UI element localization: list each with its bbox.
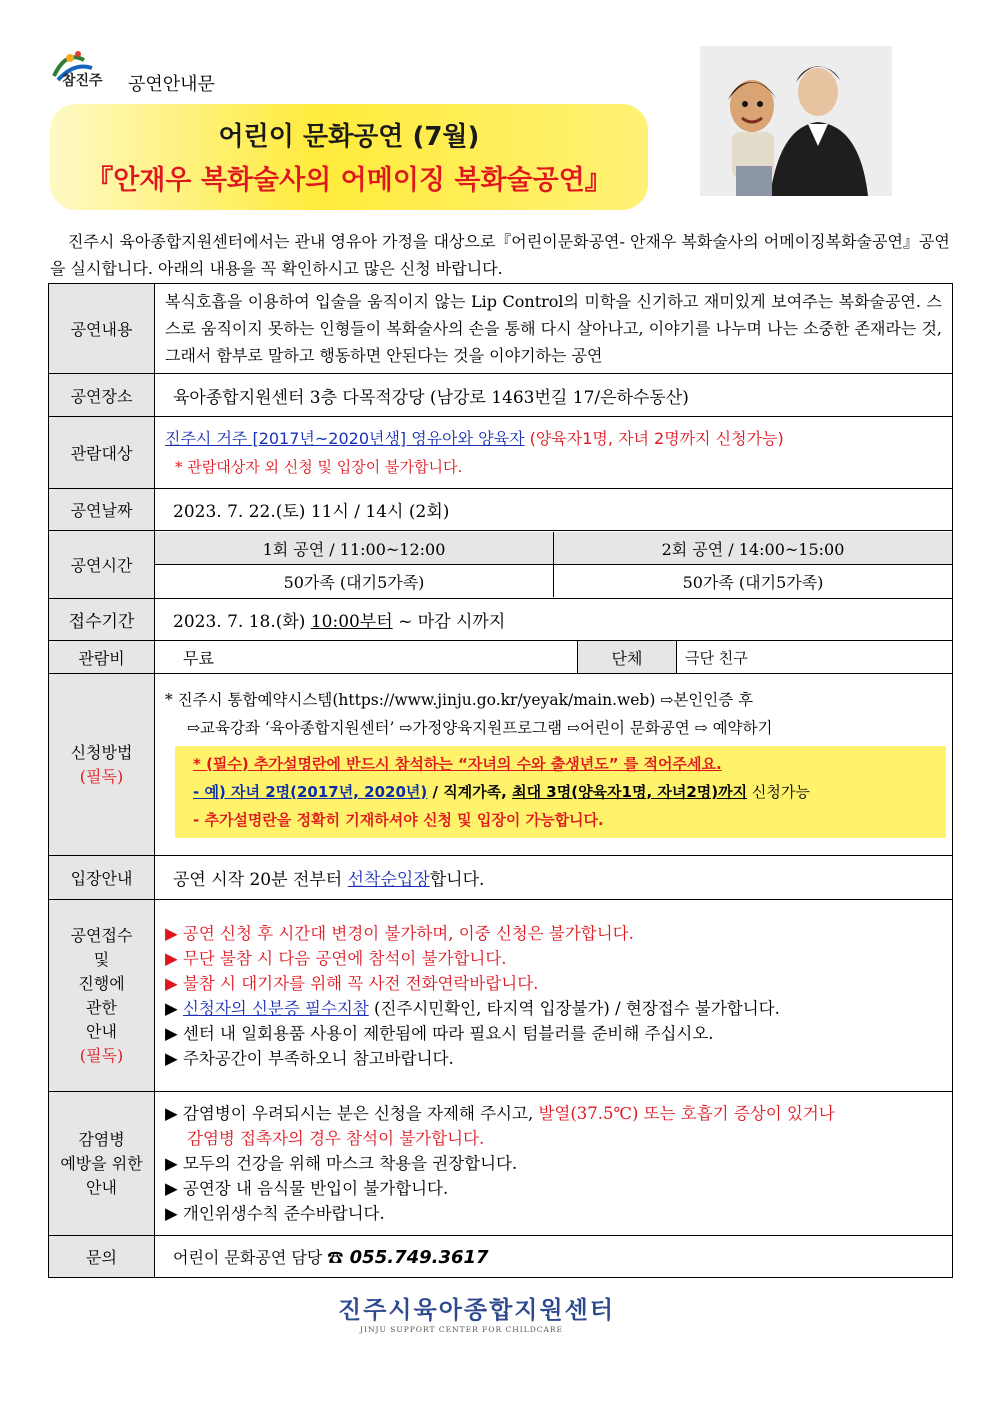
audience-note: * 관람대상자 외 신청 및 입장이 불가합니다. [175,457,463,476]
row-date [49,489,953,531]
row-health [49,1092,953,1236]
label-health-1: 감염병 [78,1129,125,1149]
entry-link: 선착순입장 [347,870,430,890]
label-rules-1: 공연접수 [70,925,133,945]
rule-item-id [165,996,942,1021]
apply-cell [155,674,953,856]
period-prefix: 2023. 7. 18.(화) [173,612,311,632]
title-box [50,104,648,210]
row-time [49,531,953,599]
row-venue [49,374,953,417]
rule-item: ▶ 주차공간이 부족하오니 참고바랍니다. [165,1048,454,1068]
session-2-capacity: 50가족 (대기5가족) [554,565,953,598]
rule-id-rest: (진주시민확인, 타지역 입장불가) / 현장접수 불가합니다. [368,998,780,1018]
session-2-time: 2회 공연 / 14:00~15:00 [554,532,953,565]
apply-line1: * 진주시 통합예약시스템(https://www.jinju.go.kr/yeyak/main.web) ⇨본인인증 후 [165,690,754,709]
label-health-3: 안내 [86,1177,117,1197]
intro-paragraph: 진주시 육아종합지원센터에서는 관내 영유아 가정을 대상으로『어린이문화공연- 안재우 복화술사의 어메이징복화술공연』공연을 실시합니다. 아래의 내용을 꼭 확인하시고 많은 신청 바랍니다. [50,232,950,278]
rule-arrow: ▶ [165,998,183,1018]
rule-item: ▶ 불참 시 대기자를 위해 꼭 사전 전화연락바랍니다. [165,973,539,993]
row-period [49,599,953,641]
row-contact [49,1236,953,1278]
city-logo-text: 참진주 [62,73,103,89]
entry-suffix: 합니다. [429,870,485,890]
notice-max: 최대 3명(양육자1명, 자녀2명)까지 [512,782,748,801]
health-item-1c: 감염병 접촉자의 경우 참석이 불가합니다. [187,1129,485,1148]
apply-notice [175,746,946,838]
contact-cell [155,1236,953,1278]
label-content: 공연내용 [49,284,155,374]
label-date: 공연날짜 [49,489,155,531]
session-1-capacity: 50가족 (대기5가족) [283,572,425,592]
notice-line3: - 추가설명란을 정확히 기재하셔야 신청 및 입장이 가능합니다. [193,810,604,829]
label-contact: 문의 [49,1236,155,1278]
row-apply [49,674,953,856]
label-apply-note: (필독) [79,766,124,786]
contact-text: 어린이 문화공연 담당 [173,1248,328,1267]
date-text: 2023. 7. 22.(토) 11시 / 14시 (2회) [155,489,953,531]
group-label: 단체 [578,641,677,673]
row-fee [49,641,953,674]
notice-family: / 직계가족, [427,782,513,801]
contact-phone: 055.749.3617 [343,1247,489,1268]
label-health-2: 예방을 위한 [60,1153,143,1173]
label-period: 접수기간 [49,599,155,641]
period-cell [155,599,953,641]
period-start: 10:00부터 [310,612,393,632]
label-rules-2: 및 [93,949,110,969]
row-content [49,284,953,374]
session-1-time: 1회 공연 / 11:00~12:00 [155,532,554,565]
health-item-1 [165,1101,942,1126]
label-rules-3: 진행에 [78,973,125,993]
footer-logo-english: JINJU SUPPORT CENTER FOR CHILDCARE [360,1325,564,1334]
label-rules-4: 관한 [86,997,117,1017]
footer-logo [338,1290,698,1336]
label-apply: 신청방법 [70,742,133,762]
notice-example: - 예) 자녀 2명(2017년, 2020년) [193,782,428,801]
label-rules-cell [49,900,155,1092]
notice-line1: * (필수) 추가설명란에 반드시 참석하는 “자녀의 수와 출생년도” 를 적어주세요. [193,754,722,773]
content-text: 복식호흡을 이용하여 입술을 움직이지 않는 Lip Control의 미학을 신기하고 재미있게 보여주는 복화술공연. 스스로 움직이지 못하는 인형들이 복화술사의 손을 통해 다시 살아나고, 이야기를 나누며 나는 소중한 존재라는 것, 그래서 함부로 말하고 행동하면 안된다는 것을 이야기하는 공연 [155,284,953,374]
title-main: 어린이 문화공연 (7월) [218,122,480,152]
audience-main: 진주시 거주 [2017년~2020년생] 영유아와 양육자 [165,428,525,448]
footer-logo-name: 진주시육아종합지원센터 [338,1296,616,1324]
health-item: ▶ 모두의 건강을 위해 마스크 착용을 권장합니다. [165,1154,518,1173]
label-entry: 입장안내 [49,856,155,900]
rules-cell [155,900,953,1092]
label-venue: 공연장소 [49,374,155,417]
row-entry [49,856,953,900]
label-rules-5: 안내 [86,1021,117,1041]
label-health-cell [49,1092,155,1236]
health-item: ▶ 개인위생수칙 준수바랍니다. [165,1204,385,1223]
time-cell [155,531,953,599]
performer-photo [700,46,892,196]
group-value: 극단 친구 [685,648,748,667]
fee-cell [155,641,953,674]
venue-text: 육아종합지원센터 3층 다목적강당 (남강로 1463번길 17/은하수동산) [155,374,953,417]
session-table [155,532,952,597]
audience-cell [155,417,953,489]
health-item-1a: ▶ 감염병이 우려되시는 분은 신청을 자제해 주시고, [165,1104,539,1123]
row-audience [49,417,953,489]
info-table [48,283,953,1278]
rule-item: ▶ 무단 불참 시 다음 공연에 참석이 불가합니다. [165,948,507,968]
row-rules [49,900,953,1092]
entry-cell [155,856,953,900]
label-apply-cell [49,674,155,856]
period-suffix: ~ 마감 시까지 [392,612,506,632]
label-time: 공연시간 [49,531,155,599]
entry-prefix: 공연 시작 20분 전부터 [173,870,348,890]
rule-item: ▶ 센터 내 일회용품 사용이 제한됨에 따라 필요시 텀블러를 준비해 주십시오. [165,1023,714,1043]
audience-limit: (양육자1명, 자녀 2명까지 신청가능) [529,428,784,448]
fee-value: 무료 [155,641,578,673]
city-logo [48,46,118,94]
label-rules-note: (필독) [79,1045,124,1065]
notice-line2 [193,778,940,806]
apply-line2: ⇨교육강좌 ‘육아종합지원센터’ ⇨가정양육지원프로그램 ⇨어린이 문화공연 ⇨ 예약하기 [187,718,773,737]
header-label: 공연안내문 [128,74,215,95]
label-audience: 관람대상 [49,417,155,489]
notice-apply: 신청가능 [747,782,810,801]
health-item: ▶ 공연장 내 음식물 반입이 불가합니다. [165,1179,449,1198]
rule-item: ▶ 공연 신청 후 시간대 변경이 불가하며, 이중 신청은 불가합니다. [165,923,634,943]
rule-id-link: 신청자의 신분증 필수지참 [182,998,369,1018]
health-cell [155,1092,953,1236]
title-subtitle: 『안재우 복화술사의 어메이징 복화술공연』 [86,165,612,196]
label-fee: 관람비 [49,641,155,674]
phone-icon: ☎ [327,1248,344,1267]
health-item-1b: 발열(37.5℃) 또는 호흡기 증상이 있거나 [538,1104,835,1123]
